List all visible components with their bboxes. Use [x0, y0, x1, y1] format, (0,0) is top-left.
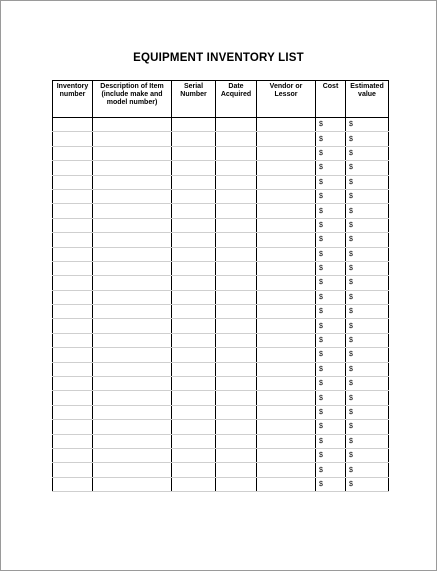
header-serial-number: Serial Number: [172, 81, 216, 118]
inventory-table: [52, 80, 389, 492]
cell-inventory-number[interactable]: [53, 448, 93, 462]
cell-inventory-number[interactable]: [53, 333, 93, 347]
cell-vendor-or-lessor[interactable]: [257, 420, 316, 434]
cell-vendor-or-lessor[interactable]: [257, 434, 316, 448]
cell-estimated-value[interactable]: $: [346, 276, 389, 290]
cell-inventory-number[interactable]: [53, 477, 93, 491]
cell-serial-number[interactable]: [172, 319, 216, 333]
cell-inventory-number[interactable]: [53, 276, 93, 290]
cell-inventory-number[interactable]: [53, 420, 93, 434]
cell-vendor-or-lessor[interactable]: [257, 333, 316, 347]
cell-date-acquired[interactable]: [216, 132, 257, 146]
cell-vendor-or-lessor[interactable]: [257, 118, 316, 132]
header-vendor-or-lessor: Vendor or Lessor: [257, 81, 316, 118]
table-row: [53, 204, 389, 218]
cell-serial-number[interactable]: [172, 434, 216, 448]
cell-cost[interactable]: $: [316, 448, 346, 462]
cell-vendor-or-lessor[interactable]: [257, 405, 316, 419]
table-row: [53, 405, 389, 419]
cell-cost[interactable]: $: [316, 290, 346, 304]
cell-estimated-value[interactable]: $: [346, 434, 389, 448]
cell-date-acquired[interactable]: [216, 448, 257, 462]
cell-vendor-or-lessor[interactable]: [257, 305, 316, 319]
cell-inventory-number[interactable]: [53, 319, 93, 333]
cell-date-acquired[interactable]: [216, 175, 257, 189]
cell-cost[interactable]: $: [316, 362, 346, 376]
cell-date-acquired[interactable]: [216, 146, 257, 160]
cell-estimated-value[interactable]: $: [346, 477, 389, 491]
cell-cost[interactable]: $: [316, 405, 346, 419]
cell-date-acquired[interactable]: [216, 261, 257, 275]
cell-estimated-value[interactable]: $: [346, 420, 389, 434]
cell-description[interactable]: [93, 161, 172, 175]
cell-serial-number[interactable]: [172, 132, 216, 146]
cell-date-acquired[interactable]: [216, 377, 257, 391]
cell-date-acquired[interactable]: [216, 420, 257, 434]
cell-estimated-value[interactable]: $: [346, 247, 389, 261]
cell-cost[interactable]: $: [316, 218, 346, 232]
cell-description[interactable]: [93, 362, 172, 376]
cell-date-acquired[interactable]: [216, 218, 257, 232]
cell-date-acquired[interactable]: [216, 463, 257, 477]
cell-date-acquired[interactable]: [216, 477, 257, 491]
table-row: [53, 420, 389, 434]
cell-vendor-or-lessor[interactable]: [257, 146, 316, 160]
cell-estimated-value[interactable]: $: [346, 175, 389, 189]
cell-serial-number[interactable]: [172, 218, 216, 232]
cell-cost[interactable]: $: [316, 276, 346, 290]
cell-description[interactable]: [93, 189, 172, 203]
table-row: [53, 290, 389, 304]
cell-inventory-number[interactable]: [53, 377, 93, 391]
cell-serial-number[interactable]: [172, 477, 216, 491]
cell-estimated-value[interactable]: $: [346, 189, 389, 203]
cell-cost[interactable]: $: [316, 261, 346, 275]
cell-estimated-value[interactable]: $: [346, 405, 389, 419]
cell-inventory-number[interactable]: [53, 118, 93, 132]
cell-date-acquired[interactable]: [216, 333, 257, 347]
cell-inventory-number[interactable]: [53, 175, 93, 189]
cell-vendor-or-lessor[interactable]: [257, 348, 316, 362]
cell-cost[interactable]: $: [316, 204, 346, 218]
table-row: [53, 333, 389, 347]
cell-inventory-number[interactable]: [53, 362, 93, 376]
table-row: [53, 448, 389, 462]
cell-serial-number[interactable]: [172, 175, 216, 189]
cell-date-acquired[interactable]: [216, 290, 257, 304]
cell-vendor-or-lessor[interactable]: [257, 276, 316, 290]
cell-inventory-number[interactable]: [53, 146, 93, 160]
cell-date-acquired[interactable]: [216, 204, 257, 218]
document-title: EQUIPMENT INVENTORY LIST: [133, 52, 304, 64]
cell-estimated-value[interactable]: $: [346, 362, 389, 376]
cell-cost[interactable]: $: [316, 247, 346, 261]
cell-date-acquired[interactable]: [216, 276, 257, 290]
cell-serial-number[interactable]: [172, 377, 216, 391]
cell-estimated-value[interactable]: $: [346, 448, 389, 462]
cell-date-acquired[interactable]: [216, 348, 257, 362]
table-row: [53, 175, 389, 189]
cell-description[interactable]: [93, 132, 172, 146]
cell-estimated-value[interactable]: $: [346, 161, 389, 175]
cell-date-acquired[interactable]: [216, 118, 257, 132]
cell-description[interactable]: [93, 319, 172, 333]
table-row: [53, 305, 389, 319]
table-row: [53, 261, 389, 275]
cell-cost[interactable]: $: [316, 477, 346, 491]
cell-inventory-number[interactable]: [53, 434, 93, 448]
cell-description[interactable]: [93, 118, 172, 132]
cell-cost[interactable]: $: [316, 305, 346, 319]
cell-estimated-value[interactable]: $: [346, 261, 389, 275]
cell-description[interactable]: [93, 146, 172, 160]
cell-vendor-or-lessor[interactable]: [257, 377, 316, 391]
cell-cost[interactable]: $: [316, 348, 346, 362]
cell-cost[interactable]: $: [316, 233, 346, 247]
cell-serial-number[interactable]: [172, 405, 216, 419]
cell-estimated-value[interactable]: $: [346, 319, 389, 333]
cell-description[interactable]: [93, 348, 172, 362]
table-row: [53, 132, 389, 146]
cell-description[interactable]: [93, 434, 172, 448]
cell-description[interactable]: [93, 477, 172, 491]
cell-inventory-number[interactable]: [53, 218, 93, 232]
cell-estimated-value[interactable]: $: [346, 233, 389, 247]
cell-estimated-value[interactable]: $: [346, 204, 389, 218]
cell-date-acquired[interactable]: [216, 247, 257, 261]
cell-cost[interactable]: $: [316, 333, 346, 347]
cell-description[interactable]: [93, 333, 172, 347]
cell-vendor-or-lessor[interactable]: [257, 391, 316, 405]
cell-inventory-number[interactable]: [53, 189, 93, 203]
cell-serial-number[interactable]: [172, 420, 216, 434]
cell-cost[interactable]: $: [316, 391, 346, 405]
cell-cost[interactable]: $: [316, 319, 346, 333]
cell-vendor-or-lessor[interactable]: [257, 477, 316, 491]
cell-inventory-number[interactable]: [53, 305, 93, 319]
cell-serial-number[interactable]: [172, 118, 216, 132]
cell-vendor-or-lessor[interactable]: [257, 189, 316, 203]
cell-date-acquired[interactable]: [216, 233, 257, 247]
cell-inventory-number[interactable]: [53, 161, 93, 175]
cell-description[interactable]: [93, 218, 172, 232]
cell-vendor-or-lessor[interactable]: [257, 132, 316, 146]
cell-vendor-or-lessor[interactable]: [257, 261, 316, 275]
table-row: [53, 477, 389, 491]
cell-estimated-value[interactable]: $: [346, 146, 389, 160]
cell-description[interactable]: [93, 305, 172, 319]
table-row: [53, 434, 389, 448]
cell-serial-number[interactable]: [172, 290, 216, 304]
cell-estimated-value[interactable]: $: [346, 333, 389, 347]
cell-inventory-number[interactable]: [53, 348, 93, 362]
cell-serial-number[interactable]: [172, 189, 216, 203]
cell-inventory-number[interactable]: [53, 233, 93, 247]
header-estimated-value: Estimated value: [346, 81, 389, 118]
cell-serial-number[interactable]: [172, 233, 216, 247]
cell-cost[interactable]: $: [316, 118, 346, 132]
cell-vendor-or-lessor[interactable]: [257, 204, 316, 218]
table-row: [53, 319, 389, 333]
table-row: [53, 218, 389, 232]
cell-inventory-number[interactable]: [53, 290, 93, 304]
cell-cost[interactable]: $: [316, 420, 346, 434]
table-header-row: [53, 81, 389, 118]
cell-vendor-or-lessor[interactable]: [257, 161, 316, 175]
table-row: [53, 118, 389, 132]
header-inventory-number: Inventory number: [53, 81, 93, 118]
cell-date-acquired[interactable]: [216, 434, 257, 448]
cell-inventory-number[interactable]: [53, 204, 93, 218]
cell-cost[interactable]: $: [316, 377, 346, 391]
header-cost: Cost: [316, 81, 346, 118]
cell-inventory-number[interactable]: [53, 463, 93, 477]
table-row: [53, 348, 389, 362]
cell-vendor-or-lessor[interactable]: [257, 247, 316, 261]
table-row: [53, 189, 389, 203]
table-row: [53, 362, 389, 376]
cell-estimated-value[interactable]: $: [346, 348, 389, 362]
cell-vendor-or-lessor[interactable]: [257, 290, 316, 304]
cell-date-acquired[interactable]: [216, 319, 257, 333]
cell-serial-number[interactable]: [172, 391, 216, 405]
cell-cost[interactable]: $: [316, 434, 346, 448]
cell-serial-number[interactable]: [172, 247, 216, 261]
cell-serial-number[interactable]: [172, 448, 216, 462]
cell-estimated-value[interactable]: $: [346, 305, 389, 319]
cell-estimated-value[interactable]: $: [346, 118, 389, 132]
cell-serial-number[interactable]: [172, 348, 216, 362]
cell-cost[interactable]: $: [316, 463, 346, 477]
table-row: [53, 233, 389, 247]
table-row: [53, 377, 389, 391]
cell-description[interactable]: [93, 261, 172, 275]
cell-cost[interactable]: $: [316, 146, 346, 160]
cell-description[interactable]: [93, 204, 172, 218]
cell-serial-number[interactable]: [172, 161, 216, 175]
table-row: [53, 161, 389, 175]
cell-description[interactable]: [93, 463, 172, 477]
table-row: [53, 146, 389, 160]
cell-description[interactable]: [93, 290, 172, 304]
cell-description[interactable]: [93, 391, 172, 405]
cell-date-acquired[interactable]: [216, 405, 257, 419]
cell-description[interactable]: [93, 247, 172, 261]
cell-serial-number[interactable]: [172, 463, 216, 477]
cell-inventory-number[interactable]: [53, 405, 93, 419]
table-row: [53, 463, 389, 477]
cell-estimated-value[interactable]: $: [346, 132, 389, 146]
cell-inventory-number[interactable]: [53, 132, 93, 146]
header-date-acquired: Date Acquired: [216, 81, 257, 118]
table-row: [53, 247, 389, 261]
cell-vendor-or-lessor[interactable]: [257, 463, 316, 477]
cell-cost[interactable]: $: [316, 132, 346, 146]
table-body: [53, 118, 389, 492]
cell-cost[interactable]: $: [316, 189, 346, 203]
table-row: [53, 276, 389, 290]
cell-date-acquired[interactable]: [216, 189, 257, 203]
cell-serial-number[interactable]: [172, 146, 216, 160]
cell-date-acquired[interactable]: [216, 305, 257, 319]
cell-description[interactable]: [93, 233, 172, 247]
cell-inventory-number[interactable]: [53, 247, 93, 261]
cell-cost[interactable]: $: [316, 175, 346, 189]
cell-description[interactable]: [93, 276, 172, 290]
cell-serial-number[interactable]: [172, 276, 216, 290]
cell-vendor-or-lessor[interactable]: [257, 362, 316, 376]
cell-vendor-or-lessor[interactable]: [257, 319, 316, 333]
cell-estimated-value[interactable]: $: [346, 391, 389, 405]
cell-inventory-number[interactable]: [53, 261, 93, 275]
cell-inventory-number[interactable]: [53, 391, 93, 405]
cell-serial-number[interactable]: [172, 261, 216, 275]
cell-description[interactable]: [93, 405, 172, 419]
header-description: Description of Item (include make and model number): [93, 81, 172, 118]
cell-vendor-or-lessor[interactable]: [257, 218, 316, 232]
cell-serial-number[interactable]: [172, 333, 216, 347]
cell-serial-number[interactable]: [172, 204, 216, 218]
cell-vendor-or-lessor[interactable]: [257, 233, 316, 247]
cell-estimated-value[interactable]: $: [346, 463, 389, 477]
cell-vendor-or-lessor[interactable]: [257, 175, 316, 189]
cell-serial-number[interactable]: [172, 305, 216, 319]
cell-vendor-or-lessor[interactable]: [257, 448, 316, 462]
cell-cost[interactable]: $: [316, 161, 346, 175]
cell-description[interactable]: [93, 175, 172, 189]
cell-date-acquired[interactable]: [216, 391, 257, 405]
cell-description[interactable]: [93, 420, 172, 434]
cell-description[interactable]: [93, 377, 172, 391]
cell-estimated-value[interactable]: $: [346, 377, 389, 391]
cell-date-acquired[interactable]: [216, 161, 257, 175]
table-row: [53, 391, 389, 405]
cell-estimated-value[interactable]: $: [346, 290, 389, 304]
cell-serial-number[interactable]: [172, 362, 216, 376]
cell-estimated-value[interactable]: $: [346, 218, 389, 232]
cell-date-acquired[interactable]: [216, 362, 257, 376]
cell-description[interactable]: [93, 448, 172, 462]
